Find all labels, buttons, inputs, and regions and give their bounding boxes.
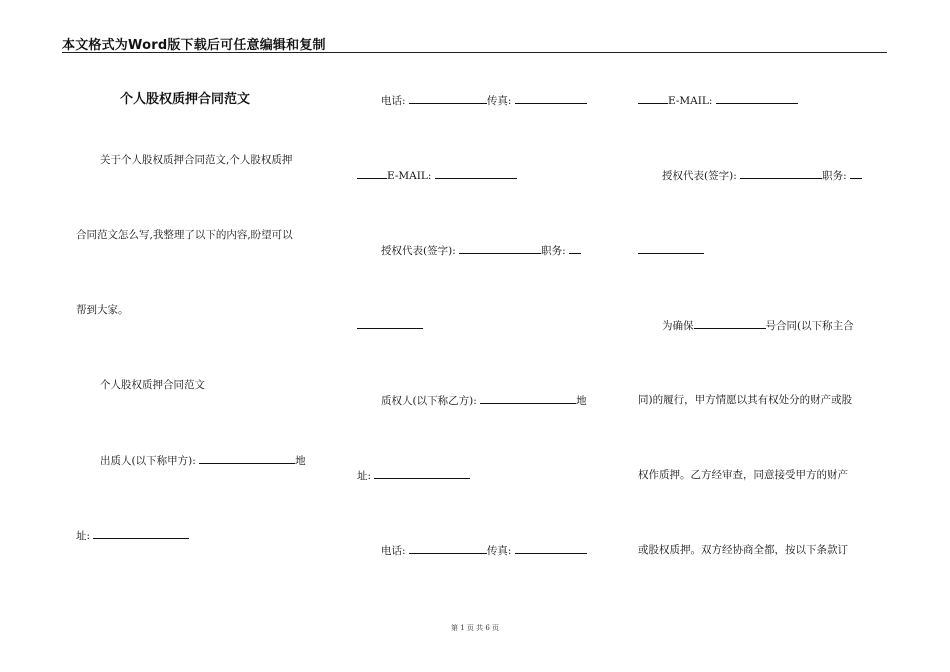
intro-line-2: 合同范文怎么写,我整理了以下的内容,盼望可以 — [76, 229, 293, 241]
phone-label-2: 电话: — [381, 545, 406, 557]
pledgee-address-blank — [374, 468, 470, 479]
pledgor-addr-suffix: 地 — [295, 455, 306, 467]
continuation-line-2 — [638, 243, 704, 258]
email-prefix-blank-2 — [638, 93, 668, 104]
pledgor-blank — [199, 453, 295, 464]
purpose-line-2: 同)的履行，甲方情愿以其有权处分的财产或股 — [638, 394, 853, 406]
purpose-1a: 为确保 — [662, 320, 694, 332]
rep-blank — [459, 243, 541, 254]
pledgee-address-line — [357, 468, 470, 483]
pledgor-address-label: 址: — [76, 530, 91, 542]
continuation-blank — [357, 318, 423, 329]
fax-label: 传真: — [486, 95, 512, 107]
document-title: 个人股权质押合同范文 — [120, 92, 251, 107]
purpose-line-4: 或股权质押。双方经协商全都，按以下条款订 — [638, 544, 848, 556]
pledgee-addr-suffix: 地 — [576, 395, 587, 407]
continuation-blank-2 — [638, 243, 704, 254]
page-footer: 第 1 页 共 6 页 — [450, 624, 500, 632]
rep-label: 授权代表(签字): — [381, 245, 456, 257]
email-label-2: E-MAIL: — [668, 95, 713, 107]
purpose-line-1 — [662, 318, 854, 333]
pledgee-line — [381, 393, 587, 408]
email-line-2 — [638, 93, 798, 108]
title-label-2: 职务: — [822, 170, 847, 182]
rep-blank-2 — [740, 168, 822, 179]
column-3 — [638, 0, 888, 672]
title-blank-2 — [850, 168, 862, 179]
purpose-1b: 号合同(以下称主合 — [765, 320, 854, 332]
column-2 — [357, 0, 607, 672]
purpose-line-3: 权作质押。乙方经审查，同意接受甲方的财产 — [638, 469, 848, 481]
fax-label-2: 传真: — [486, 545, 512, 557]
continuation-line-1 — [357, 318, 423, 333]
pledgor-label: 出质人(以下称甲方): — [100, 455, 196, 467]
pledgor-address-blank — [93, 528, 189, 539]
title-label: 职务: — [541, 245, 566, 257]
fax-blank — [515, 93, 587, 104]
contract-subtitle: 个人股权质押合同范文 — [100, 379, 205, 391]
column-1 — [76, 0, 326, 672]
title-blank — [569, 243, 581, 254]
email-label: E-MAIL: — [387, 170, 432, 182]
email-blank — [435, 168, 517, 179]
pledgor-address-line — [76, 528, 189, 543]
representative-line-1 — [381, 243, 581, 258]
phone-fax-line-1 — [381, 93, 587, 108]
pledgee-blank — [480, 393, 576, 404]
email-prefix-blank — [357, 168, 387, 179]
representative-line-2 — [662, 168, 862, 183]
email-blank-2 — [716, 93, 798, 104]
fax-blank-2 — [515, 543, 587, 554]
pledgor-line — [100, 453, 306, 468]
header-text: 本文格式为Word版下载后可任意编辑和复制 — [62, 38, 326, 53]
intro-line-1: 关于个人股权质押合同范文,个人股权质押 — [100, 154, 293, 166]
email-line-1 — [357, 168, 517, 183]
phone-blank-2 — [409, 543, 487, 554]
pledgee-address-label: 址: — [357, 470, 372, 482]
phone-fax-line-2 — [381, 543, 587, 558]
contract-number-blank — [694, 318, 766, 329]
rep-label-2: 授权代表(签字): — [662, 170, 737, 182]
phone-label: 电话: — [381, 95, 406, 107]
intro-line-3: 帮到大家。 — [76, 304, 129, 316]
pledgee-label: 质权人(以下称乙方): — [381, 395, 477, 407]
phone-blank — [409, 93, 487, 104]
